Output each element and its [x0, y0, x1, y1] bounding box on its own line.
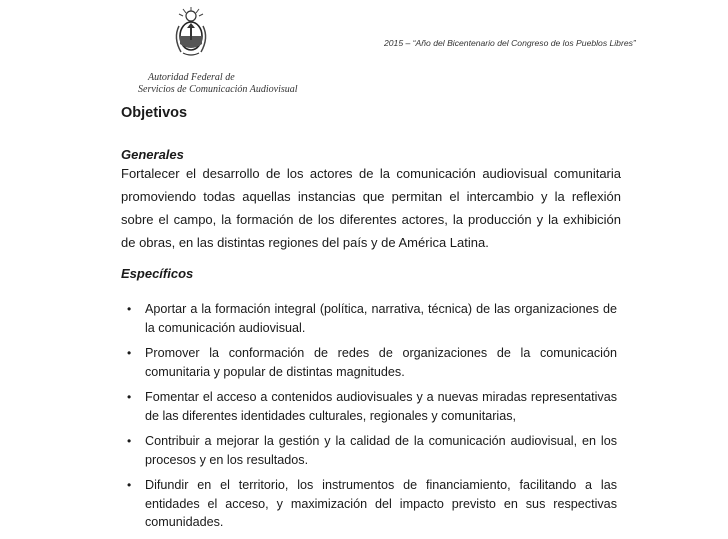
list-item-text: Aportar a la formación integral (política, narrativa, técnica) de las organizaciones de la comunicación audiovisual. — [145, 302, 617, 335]
bullet-icon: • — [127, 302, 132, 316]
list-item — [127, 476, 617, 532]
list-item — [127, 300, 617, 337]
general-objective-text: Fortalecer el desarrollo de los actores de la comunicación audiovisual comunitaria promoviendo todas aquellas instancias que permitan el intercambio y la reflexión sobre el campo, la formación de los diferentes actores, la producción y la exhibición de obras, en las distintas regiones del país y de América Latina. — [121, 166, 621, 250]
bullet-icon: • — [127, 346, 132, 360]
specific-heading: Específicos — [121, 266, 194, 281]
organization-name — [138, 72, 298, 96]
organization-line-2: Servicios de Comunicación Audiovisual — [138, 84, 298, 95]
year-motto: 2015 – “Año del Bicentenario del Congreso de los Pueblos Libres” — [384, 38, 636, 48]
list-item-text: Contribuir a mejorar la gestión y la calidad de la comunicación audiovisual, en los procesos y en los resultados. — [145, 434, 617, 467]
list-item-text: Fomentar el acceso a contenidos audiovisuales y a nuevas miradas representativas de las diferentes identidades culturales, regionales y comunitarias, — [145, 390, 617, 423]
list-item-text: Promover la conformación de redes de organizaciones de la comunicación comunitaria y popular de distintas magnitudes. — [145, 346, 617, 379]
coat-of-arms-icon — [171, 6, 211, 58]
list-item — [127, 344, 617, 381]
bullet-icon: • — [127, 434, 132, 448]
section-title: Objetivos — [121, 105, 188, 121]
list-item — [127, 432, 617, 469]
list-item-text: Difundir en el territorio, los instrumentos de financiamiento, facilitando a las entidades el acceso, y maximización del impacto previsto en sus respectivas comunidades. — [145, 478, 617, 529]
list-item — [127, 388, 617, 425]
general-heading: Generales — [121, 147, 184, 162]
organization-line-1: Autoridad Federal de — [148, 72, 235, 83]
bullet-icon: • — [127, 478, 132, 492]
bullet-icon: • — [127, 390, 132, 404]
specific-objectives-list — [127, 300, 617, 539]
